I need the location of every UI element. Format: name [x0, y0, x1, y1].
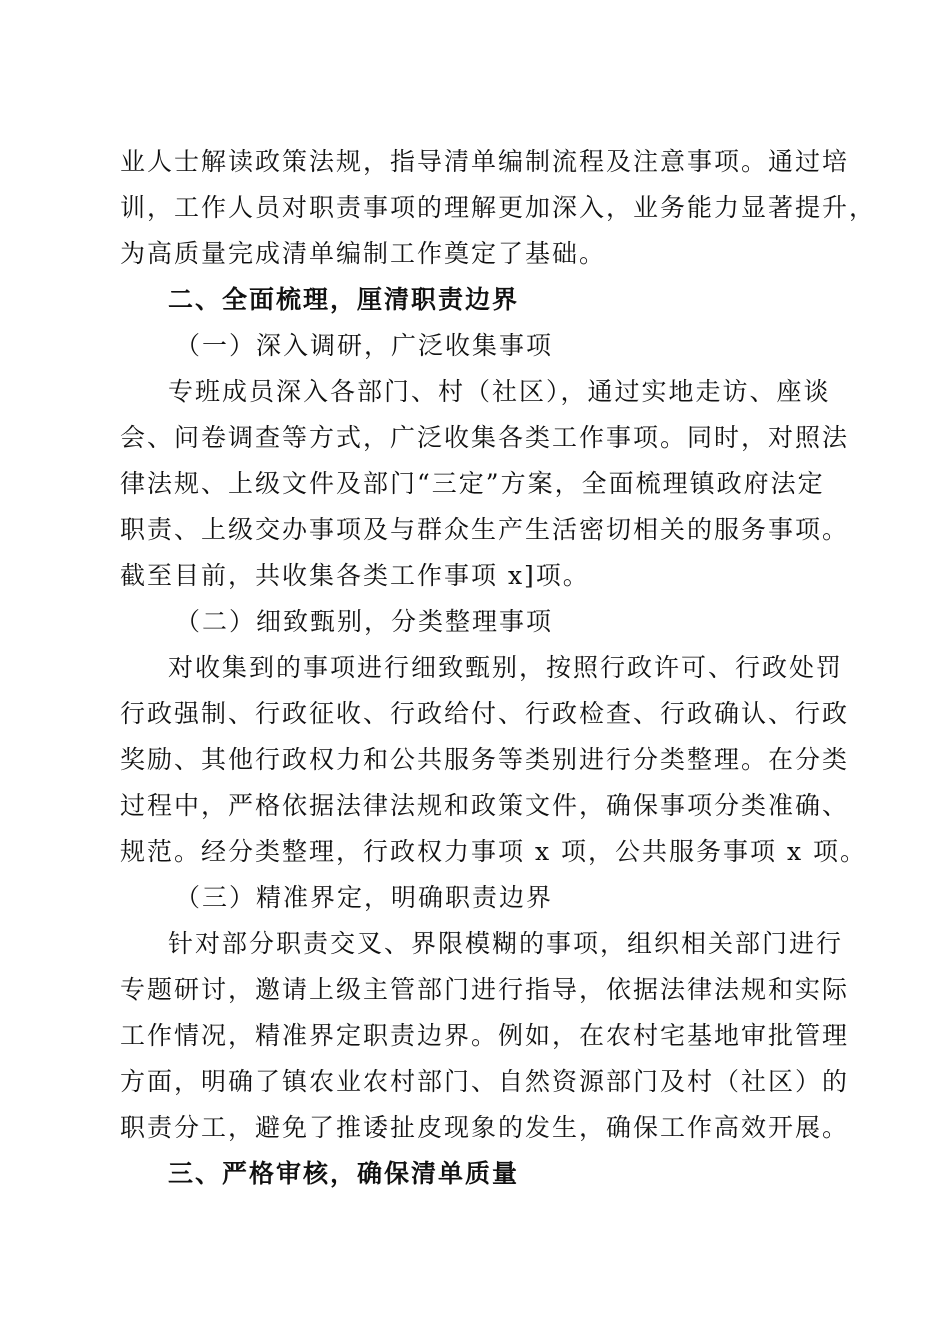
paragraph-line: 截至目前，共收集各类工作事项 x]项。 [120, 561, 590, 590]
paragraph-line: 职责分工，避免了推诿扯皮现象的发生，确保工作高效开展。 [120, 1113, 850, 1142]
paragraph-line: 奖励、其他行政权力和公共服务等类别进行分类整理。在分类 [120, 745, 850, 774]
section-heading-3: 三、严格审核，确保清单质量 [168, 1159, 520, 1188]
paragraph-line: 业人士解读政策法规，指导清单编制流程及注意事项。通过培 [120, 147, 850, 176]
paragraph-line: 专班成员深入各部门、村（社区），通过实地走访、座谈 [168, 377, 831, 406]
subsection-heading-1: （一）深入调研，广泛收集事项 [175, 331, 554, 360]
paragraph-line: 为高质量完成清单编制工作奠定了基础。 [120, 239, 607, 268]
paragraph-line: 过程中，严格依据法律法规和政策文件，确保事项分类准确、 [120, 791, 850, 820]
paragraph-line: 针对部分职责交叉、界限模糊的事项，组织相关部门进行 [168, 929, 844, 958]
paragraph-line: 方面，明确了镇农业农村部门、自然资源部门及村（社区）的 [120, 1067, 850, 1096]
paragraph-line: 对收集到的事项进行细致甄别，按照行政许可、行政处罚 [168, 653, 844, 682]
paragraph-line: 工作情况，精准界定职责边界。例如，在农村宅基地审批管理 [120, 1021, 850, 1050]
paragraph-line: 职责、上级交办事项及与群众生产生活密切相关的服务事项。 [120, 515, 850, 544]
paragraph-line: 律法规、上级文件及部门“三定”方案，全面梳理镇政府法定 [120, 469, 825, 498]
paragraph-line: 训，工作人员对职责事项的理解更加深入，业务能力显著提升， [120, 193, 877, 222]
subsection-heading-2: （二）细致甄别，分类整理事项 [175, 607, 554, 636]
subsection-heading-3: （三）精准界定，明确职责边界 [175, 883, 554, 912]
paragraph-line: 规范。经分类整理，行政权力事项 x 项，公共服务事项 x 项。 [120, 837, 867, 866]
section-heading-2: 二、全面梳理，厘清职责边界 [168, 285, 520, 314]
paragraph-line: 会、问卷调查等方式，广泛收集各类工作事项。同时，对照法 [120, 423, 850, 452]
paragraph-line: 行政强制、行政征收、行政给付、行政检查、行政确认、行政 [120, 699, 850, 728]
paragraph-line: 专题研讨，邀请上级主管部门进行指导，依据法律法规和实际 [120, 975, 850, 1004]
